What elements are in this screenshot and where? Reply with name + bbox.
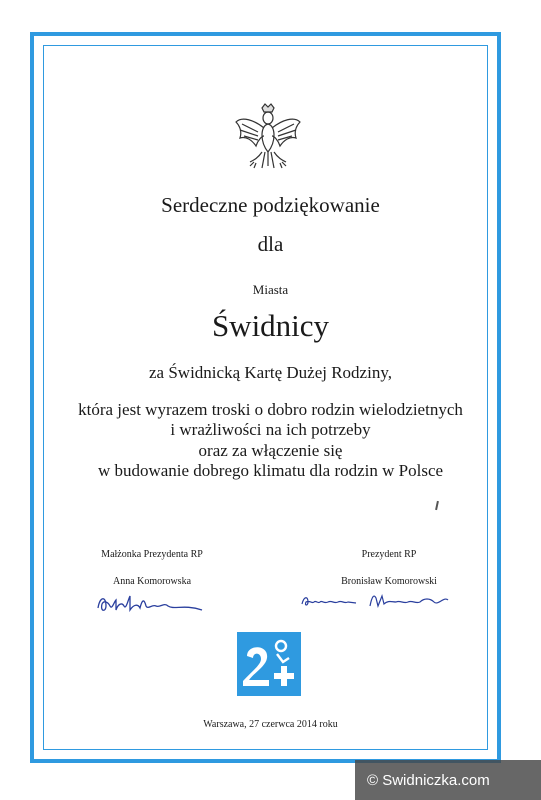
large-family-card-2plus-logo-graphic	[237, 632, 301, 696]
signature-block-right	[289, 549, 489, 587]
large-family-card-2plus-logo	[237, 632, 301, 696]
signatory-name: Anna Komorowska	[112, 576, 192, 587]
signatory-title: Prezydent RP	[361, 549, 417, 560]
site-watermark: © Swidniczka.com	[355, 760, 541, 800]
handwritten-signature-left	[94, 592, 206, 618]
handwritten-signature-right	[300, 590, 452, 612]
signature-block-left	[52, 549, 252, 587]
polish-eagle-emblem-icon	[232, 102, 304, 170]
city-label: Miasta	[252, 282, 289, 297]
body-line: za Świdnicką Kartę Dużej Rodziny,	[149, 363, 392, 382]
body-line: w budowanie dobrego klimatu dla rodzin w Polsce	[97, 461, 444, 480]
body-line: oraz za włączenie się	[198, 441, 343, 460]
place-date: Warszawa, 27 czerwca 2014 roku	[203, 719, 338, 730]
preposition-text: dla	[257, 232, 284, 256]
city-name: Świdnicy	[211, 308, 330, 343]
signatory-title: Małżonka Prezydenta RP	[101, 549, 203, 560]
body-line: która jest wyrazem troski o dobro rodzin wielodzietnych	[78, 400, 463, 419]
body-line: i wrażliwości na ich potrzeby	[170, 420, 371, 439]
signatory-name: Bronisław Komorowski	[341, 576, 437, 587]
certificate-heading: Serdeczne podziękowanie	[161, 193, 380, 217]
